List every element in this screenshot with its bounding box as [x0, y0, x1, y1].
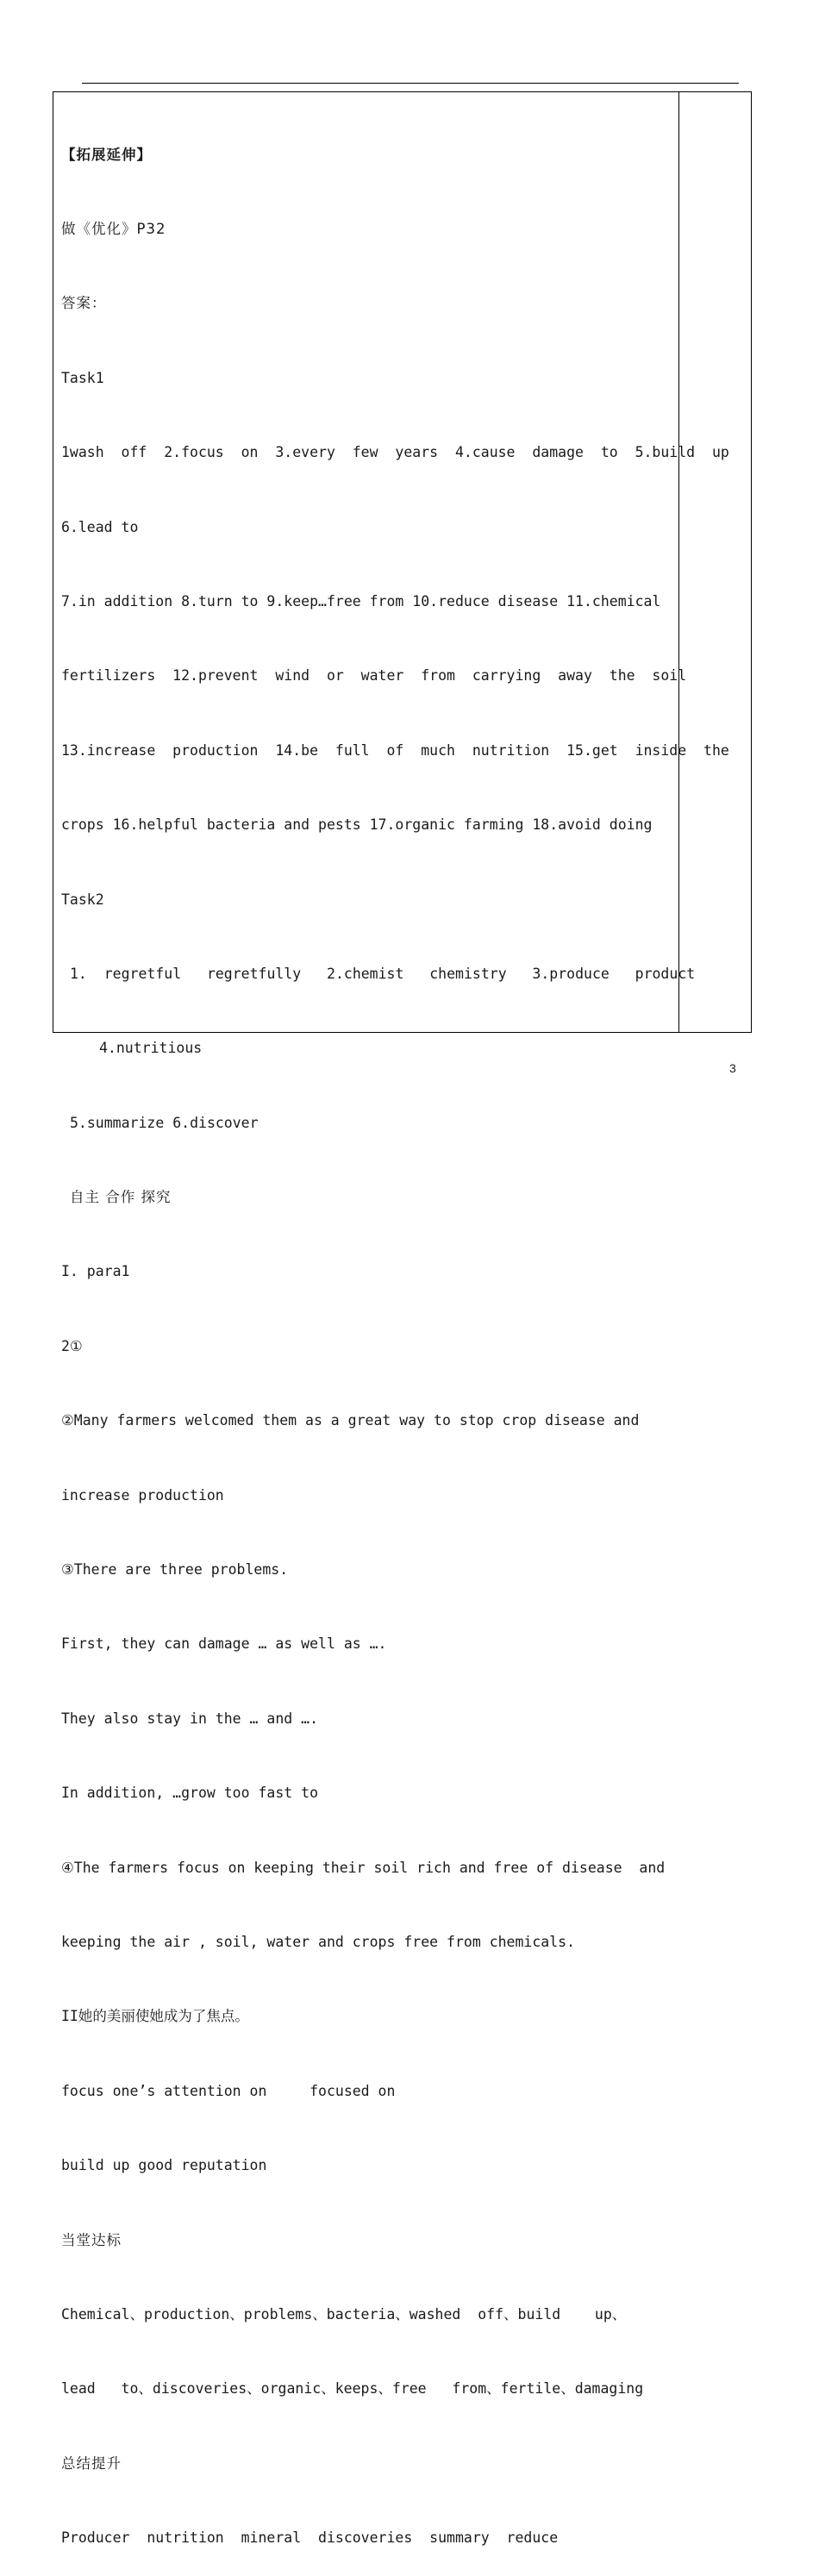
- header-rule: [82, 83, 739, 84]
- task2-line-3: 5.summarize 6.discover: [70, 1114, 259, 1131]
- para-item-2b: increase production: [61, 1486, 224, 1504]
- para-item-2a: ②Many farmers welcomed them as a great way to stop crop disease and: [61, 1412, 640, 1429]
- para-item-1: 2①: [61, 1337, 83, 1354]
- task2-heading: Task2: [61, 891, 104, 908]
- task1-line-6: crops 16.helpful bacteria and pests 17.organic farming 18.avoid doing: [61, 816, 653, 834]
- para-item-3: ③There are three problems.: [61, 1561, 289, 1579]
- phrase-line-2: build up good reputation: [61, 2157, 267, 2174]
- problem-2: They also stay in the … and ….: [61, 1710, 319, 1727]
- problem-1: First, they can damage … as well as ….: [61, 1635, 387, 1653]
- class-test-line-1: Chemical、production、problems、bacteria、washed off、build up、: [61, 2305, 627, 2323]
- class-test-heading: 当堂达标: [61, 2231, 122, 2248]
- task1-line-2: 6.lead to: [61, 518, 139, 535]
- class-test-line-2: lead to、discoveries、organic、keeps、free from、fertile、damaging: [61, 2380, 644, 2398]
- section-title: 【拓展延伸】: [61, 146, 152, 163]
- task2-line-2: 4.nutritious: [99, 1040, 203, 1057]
- answer-content: [61, 93, 729, 2576]
- translation-line: II她的美丽使她成为了焦点。: [61, 2008, 249, 2025]
- phrase-line-1: focus one’s attention on focused on: [61, 2082, 396, 2099]
- answers-label: 答案：: [61, 295, 107, 312]
- task1-line-1: 1wash off 2.focus on 3.every few years 4.cause damage to 5.build up: [61, 444, 729, 461]
- table-column-divider: [678, 91, 679, 1033]
- problem-3: In addition, …grow too fast to: [61, 1785, 319, 1802]
- explore-heading: 自主 合作 探究: [70, 1189, 172, 1206]
- task1-line-5: 13.increase production 14.be full of much nutrition 15.get inside the: [61, 741, 729, 759]
- task1-line-4: fertilizers 12.prevent wind or water from carrying away the soil: [61, 667, 687, 685]
- para-item-4b: keeping the air , soil, water and crops free from chemicals.: [61, 1933, 576, 1950]
- task1-heading: Task1: [61, 369, 104, 386]
- summary-heading: 总结提升: [61, 2454, 122, 2472]
- workbook-reference: 做《优化》P32: [61, 220, 166, 237]
- para1-label: I. para1: [61, 1263, 130, 1280]
- task2-line-1: 1. regretful regretfully 2.chemist chemistry 3.produce product: [70, 965, 696, 982]
- summary-line: Producer nutrition mineral discoveries summary reduce: [61, 2529, 559, 2547]
- page-number: 3: [729, 1061, 736, 1075]
- task1-line-3: 7.in addition 8.turn to 9.keep…free from 10.reduce disease 11.chemical: [61, 592, 661, 610]
- para-item-4a: ④The farmers focus on keeping their soil rich and free of disease and: [61, 1859, 666, 1876]
